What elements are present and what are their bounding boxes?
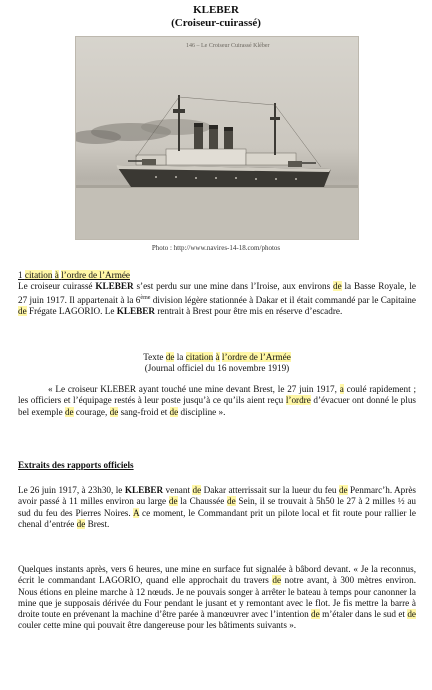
page-subtitle: (Croiseur-cuirassé)	[171, 17, 261, 29]
photo-inset-caption: 146 – Le Croiseur Cuirassé Kléber	[186, 43, 270, 49]
page-title: KLEBER	[193, 4, 239, 16]
heading-prefix: 1	[18, 270, 25, 280]
citation-quote: « Le croiseur KLEBER ayant touché une mine devant Brest, le 27 juin 1917, a coulé rapidement ; les officiers et l’équipage restés à leur poste jusqu’à ce qu’ils aient reçu l’ordre d’évacuer ont donné le plus bel exemple de courage, de sang-froid et de discipline ».	[18, 384, 416, 417]
citation-paragraph: Le croiseur cuirassé KLEBER s’est perdu sur une mine dans l’Iroise, aux environs de la Basse Royale, le 27 juin 1917. Il appartenait à la 6ème division légère stationnée à Dakar et il était commandé par le Capitaine de Frégate LAGORIO. Le KLEBER rentrait à Brest pour être mis en réserve d’escadre.	[18, 281, 416, 316]
texte-line1: Texte de la citation à l’ordre de l’Armée	[143, 352, 291, 362]
ship-photo	[75, 36, 359, 240]
heading-ordre: l’ordre de l’Armée	[61, 270, 130, 280]
extraits-heading: Extraits des rapports officiels	[18, 460, 134, 470]
heading-citation: citation	[24, 270, 53, 280]
report-paragraph-2: Quelques instants après, vers 6 heures, une mine en surface fut signalée à bâbord devant. « Je la reconnus, écrit le commandant LAGORIO, quand elle approchait du travers de notre avant, à 300 mètres environ. Nous étions en pleine marche à 12 nœuds. Je ne pouvais songer à arrêter le bateau à temps pour canonner la mine que je supposais dérivée du Four pendant le jusant et y remontant avec le flot. Je fis mettre la barre à droite toute en prévenant la machine d’être parée à manœuvrer avec l’intention de m’étaler dans le sud et de couler cette mine qui pouvait être dangereuse pour les bâtiments suivants ».	[18, 564, 417, 631]
texte-citation-header	[18, 352, 416, 375]
ship-illustration	[76, 37, 358, 239]
citation-heading	[18, 270, 416, 281]
document-title-block	[0, 4, 432, 30]
texte-line2: (Journal officiel du 16 novembre 1919)	[144, 363, 290, 374]
report-paragraph-1: Le 26 juin 1917, à 23h30, le KLEBER venant de Dakar atterrissait sur la lueur du feu de Penmarc’h. Après avoir passé à 11 milles environ au large de la Chaussée de Sein, il se trouvait à 5h50 le 27 à 2 milles ½ au sud du feu des Pierres Noires. A ce moment, le Commandant prit un pilote local et fit route pour rallier le chenal d’entrée de Brest.	[18, 485, 416, 529]
citation-section	[18, 270, 416, 317]
heading-a: à	[54, 270, 59, 280]
photo-credit: Photo : http://www.navires-14-18.com/photos	[151, 244, 281, 252]
